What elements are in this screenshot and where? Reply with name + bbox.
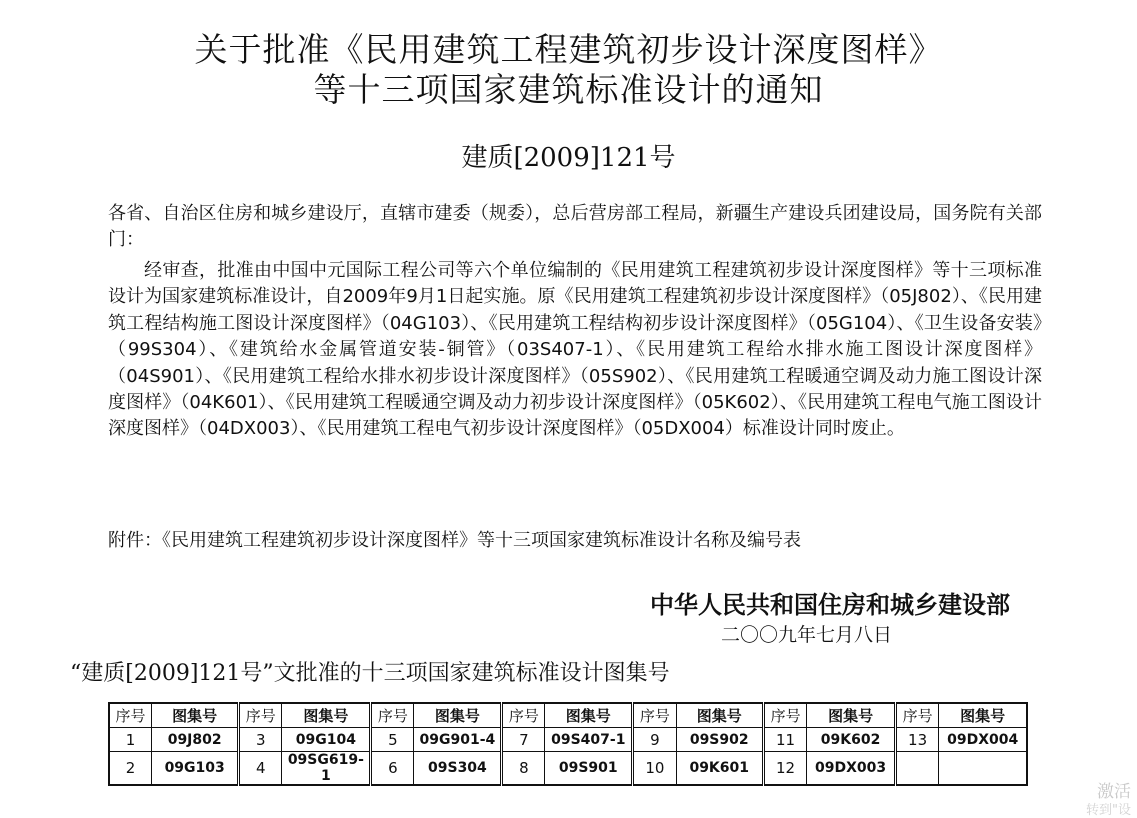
- cell-no: 8: [502, 752, 545, 786]
- cell-no: 1: [109, 728, 152, 752]
- watermark-text-2: 转到"设: [1086, 803, 1131, 818]
- cell-no: [895, 752, 939, 786]
- salutation: 各省、自治区住房和城乡建设厅，直辖市建委（规委），总后营房部工程局，新疆生产建设兵团建设局，国务院有关部门：: [108, 203, 1042, 251]
- header-code: 图集号: [939, 703, 1027, 728]
- cell-code: 09SG619-1: [282, 752, 371, 786]
- header-no: 序号: [763, 703, 807, 728]
- cell-no: 4: [239, 752, 282, 786]
- cell-code: 09DX003: [807, 752, 895, 786]
- header-code: 图集号: [414, 703, 502, 728]
- cell-code: 09S901: [545, 752, 633, 786]
- cell-code: 09G103: [152, 752, 239, 786]
- table-header-row: [109, 703, 1027, 728]
- cell-code: 09S407-1: [545, 728, 633, 752]
- cell-no: 13: [895, 728, 939, 752]
- cell-no: 11: [763, 728, 807, 752]
- document-number: 建质[2009]121号: [461, 143, 676, 173]
- header-no: 序号: [109, 703, 152, 728]
- attachment-line: 附件：《民用建筑工程建筑初步设计深度图样》等十三项国家建筑标准设计名称及编号表: [108, 530, 801, 551]
- cell-no: 5: [371, 728, 414, 752]
- table-title: “建质[2009]121号”文批准的十三项国家建筑标准设计图集号: [70, 661, 670, 686]
- table-row: [109, 728, 1027, 752]
- header-code: 图集号: [676, 703, 763, 728]
- header-no: 序号: [502, 703, 545, 728]
- cell-no: 12: [763, 752, 807, 786]
- issuer: 中华人民共和国住房和城乡建设部: [650, 591, 1010, 619]
- table-row: [109, 752, 1027, 786]
- cell-code: 09S902: [676, 728, 763, 752]
- cell-code: 09DX004: [939, 728, 1027, 752]
- cell-code: 09K602: [807, 728, 895, 752]
- header-no: 序号: [633, 703, 677, 728]
- cell-code: 09G104: [282, 728, 371, 752]
- header-no: 序号: [895, 703, 939, 728]
- cell-no: 10: [633, 752, 677, 786]
- main-paragraph: 经审查，批准由中国中元国际工程公司等六个单位编制的《民用建筑工程建筑初步设计深度图样》等十三项标准设计为国家建筑标准设计，自2009年9月1日起实施。原《民用建筑工程建筑初步设计深度图样》（05J802）、《民用建筑工程结构施工图设计深度图样》（04G103）、《民用建筑工程结构初步设计深度图样》（05G104）、《卫生设备安装》（99S304）、《建筑给水金属管道安装-铜管》（03S407-1）、《民用建筑工程给水排水施工图设计深度图样》（04S901）、《民用建筑工程给水排水初步设计深度图样》（05S902）、《民用建筑工程暖通空调及动力施工图设计深度图样》（04K601）、《民用建筑工程暖通空调及动力初步设计深度图样》（05K602）、《民用建筑工程电气施工图设计深度图样》（04DX003）、《民用建筑工程电气初步设计深度图样》（05DX004）标准设计同时废止。: [108, 260, 1042, 440]
- cell-no: 3: [239, 728, 282, 752]
- header-no: 序号: [239, 703, 282, 728]
- cell-code: 09G901-4: [414, 728, 502, 752]
- cell-code: 09J802: [152, 728, 239, 752]
- title-line-1: 关于批准《民用建筑工程建筑初步设计深度图样》: [194, 30, 943, 69]
- header-code: 图集号: [152, 703, 239, 728]
- cell-code: [939, 752, 1027, 786]
- title-line-2: 等十三项国家建筑标准设计的通知: [313, 70, 824, 109]
- cell-no: 2: [109, 752, 152, 786]
- watermark-text: 激活: [1097, 782, 1131, 802]
- cell-no: 6: [371, 752, 414, 786]
- atlas-table: [108, 702, 1028, 786]
- header-code: 图集号: [807, 703, 895, 728]
- header-no: 序号: [371, 703, 414, 728]
- cell-code: 09S304: [414, 752, 502, 786]
- cell-no: 7: [502, 728, 545, 752]
- header-code: 图集号: [282, 703, 371, 728]
- cell-no: 9: [633, 728, 677, 752]
- cell-code: 09K601: [676, 752, 763, 786]
- header-code: 图集号: [545, 703, 633, 728]
- issue-date: 二〇〇九年七月八日: [720, 624, 892, 646]
